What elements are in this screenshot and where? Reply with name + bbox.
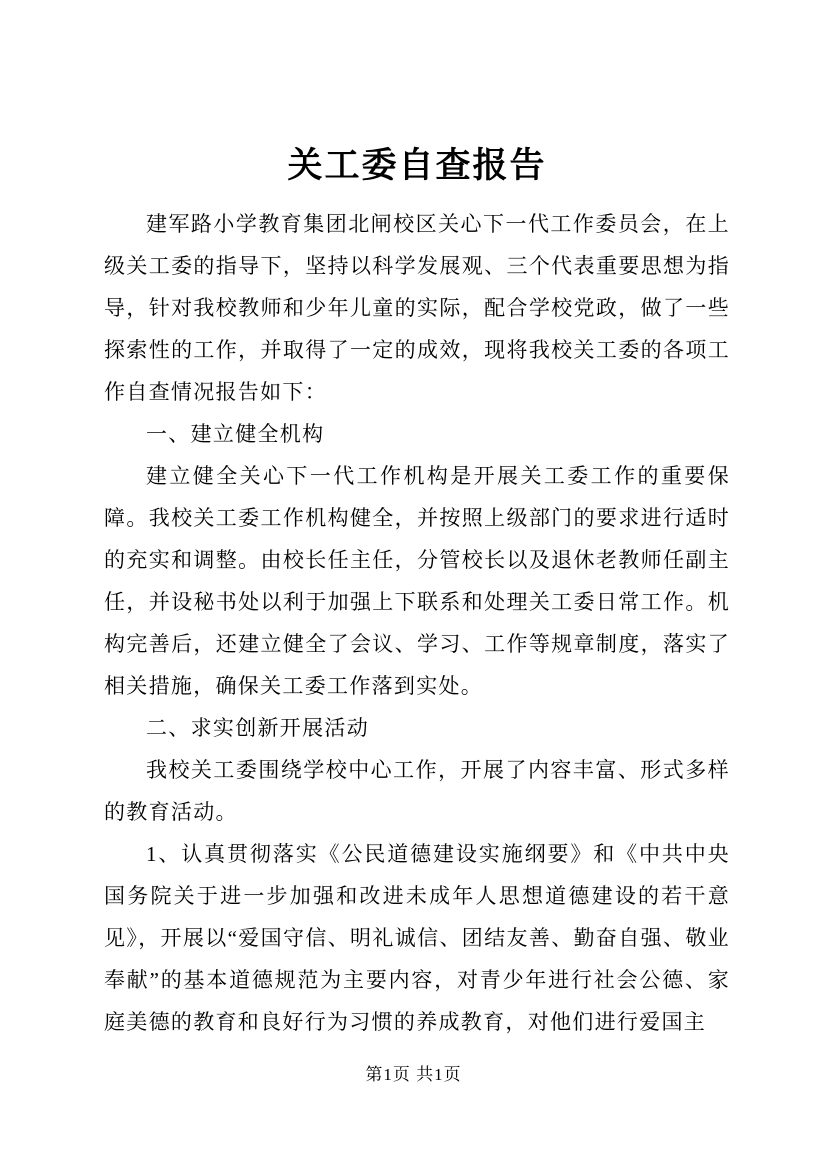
section-heading-2: 二、求实创新开展活动 (146, 716, 369, 740)
page-footer (0, 1063, 827, 1087)
page-title: 关工委自查报告 (287, 146, 547, 185)
document-body (104, 143, 730, 1043)
body-paragraph-item1: 1、认真贯彻落实《公民道德建设实施纲要》和《中共中央国务院关于进一步加强和改进未成年人思想道德建设的若干意见》，开展以“爱国守信、明礼诚信、团结友善、勤奋自强、敬业奉献”的基本道德规范为主要内容，对青少年进行社会公德、家庭美德的教育和良好行为习惯的养成教育，对他们进行爱国主 (104, 842, 730, 1034)
body-paragraph-section2-intro: 我校关工委围绕学校中心工作，开展了内容丰富、形式多样的教育活动。 (104, 758, 730, 824)
page-number-label: 第1页 共1页 (365, 1065, 462, 1084)
body-paragraph-section1: 建立健全关心下一代工作机构是开展关工委工作的重要保障。我校关工委工作机构健全，并按照上级部门的要求进行适时的充实和调整。由校长任主任，分管校长以及退休老教师任副主任，并设秘书处以利于加强上下联系和处理关工委日常工作。机构完善后，还建立健全了会议、学习、工作等规章制度，落实了相关措施，确保关工委工作落到实处。 (104, 464, 730, 698)
body-paragraph-intro: 建军路小学教育集团北闸校区关心下一代工作委员会，在上级关工委的指导下，坚持以科学发展观、三个代表重要思想为指导，针对我校教师和少年儿童的实际，配合学校党政，做了一些探索性的工作，并取得了一定的成效，现将我校关工委的各项工作自查情况报告如下： (104, 212, 730, 404)
section-heading-1: 一、建立健全机构 (146, 422, 325, 446)
